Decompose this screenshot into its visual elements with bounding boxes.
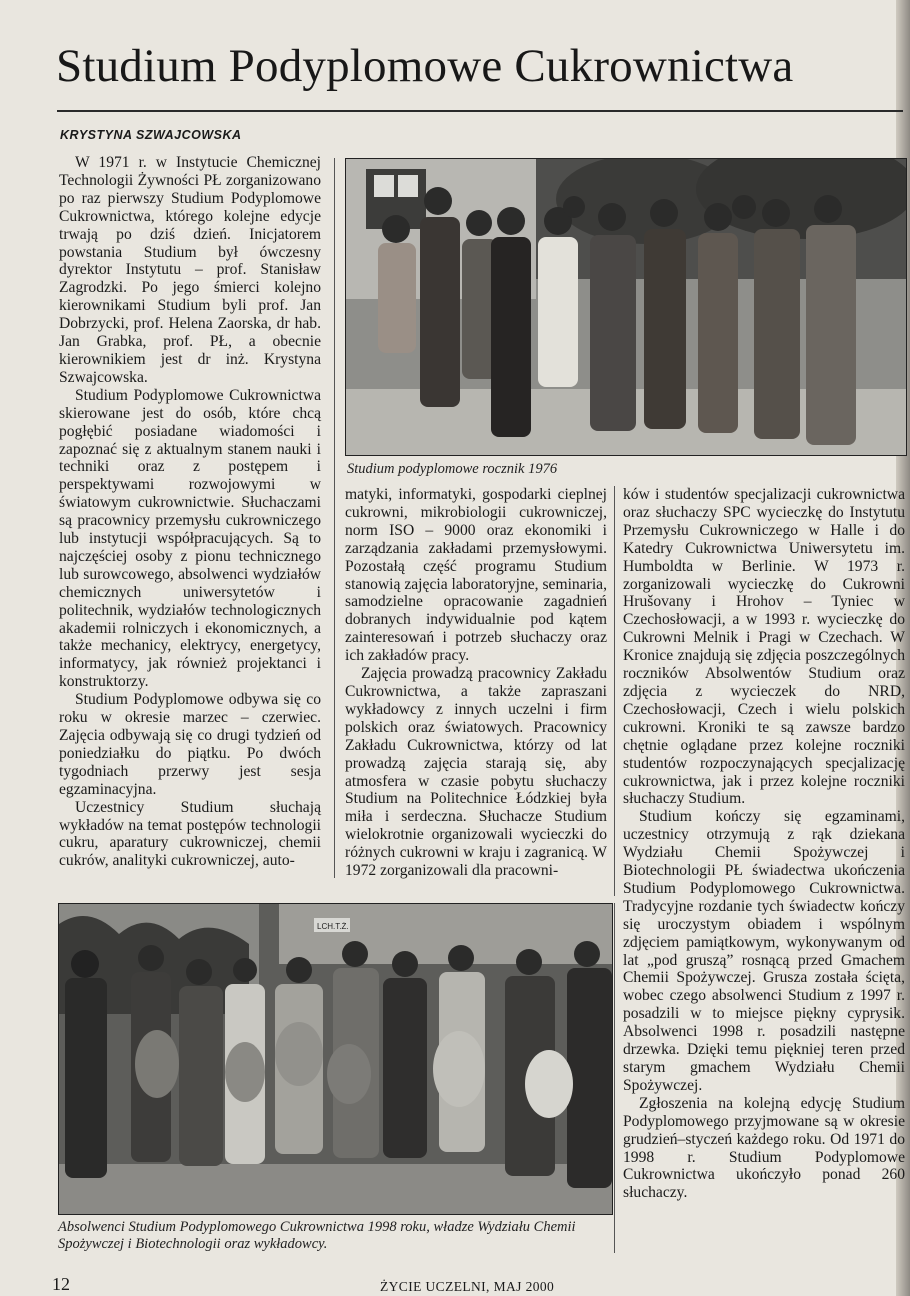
article-author: KRYSTYNA SZWAJCOWSKA <box>60 128 242 142</box>
photo-caption-1976: Studium podyplomowe rocznik 1976 <box>347 461 558 477</box>
text-column-2 <box>345 486 607 880</box>
photo-1998-illustration <box>59 904 612 1214</box>
paragraph: matyki, informatyki, gospodarki cieplnej cukrowni, mikrobiologii cukrowniczej, norm ISO – 9000 oraz ekonomiki i zarządzania zakładami przemysłowymi. Pozostałą część programu Studium stanowią zajęcia laboratoryjne, seminaria, samodzielne opracowanie zagadnień dobranych indywidualnie pod kątem zainteresowań i potrzeb słuchaczy oraz ich zakładów pracy. <box>345 486 607 665</box>
photo-caption-1998: Absolwenci Studium Podyplomowego Cukrownictwa 1998 roku, władze Wydziału Chemii Spożywczej i Biotechnologii oraz wykładowcy. <box>58 1219 576 1252</box>
paragraph: ków i studentów specjalizacji cukrownictwa oraz słuchaczy SPC wycieczkę do Instytutu Przemysłu Cukrowniczego w Halle i do Katedry Cukrownictwa Uniwersytetu im. Humboldta w Berlinie. W 1973 r. zorganizowali wycieczkę do Cukrowni Hrušovany i Hrohov – Tyniec w Czechosłowacji, a w 1993 r. wycieczkę do Cukrowni Melnik i Pragi w Czechach. W Kronice znajdują się zdjęcia poszczególnych roczników Absolwentów Studium oraz zdjęcia z wycieczek do NRD, Czechosłowacji, Czech i wielu polskich cukrowni. Kroniki te są zawsze bardzo chętnie oglądane przez kolejne roczniki studentów rozpoczynających specjalizację cukrownictwa, jak i przez kolejne roczniki słuchaczy Studium. <box>623 486 905 808</box>
building-sign: LCH.T.Ż. <box>317 922 349 931</box>
page-number: 12 <box>52 1274 70 1294</box>
group-photo-1976 <box>345 158 907 456</box>
column-divider <box>334 158 335 878</box>
photo-1976-illustration <box>346 159 906 455</box>
column-divider <box>614 486 615 896</box>
text-column-1 <box>59 154 321 870</box>
paragraph: Zgłoszenia na kolejną edycję Studium Podyplomowego przyjmowane są w okresie grudzień–styczeń każdego roku. Od 1971 do 1998 r. Studium Podyplomowe Cukrownictwa ukończyło ponad 260 słuchaczy. <box>623 1094 905 1202</box>
paragraph: Zajęcia prowadzą pracownicy Zakładu Cukrownictwa, a także zapraszani wykładowcy z innych uczelni i firm polskich oraz światowych. Pracownicy Zakładu Cukrownictwa, którzy od lat prowadzą zajęcia starają się, aby atmosfera w czasie pobytu słuchaczy Studium na Politechnice Łódzkiej była miła i serdeczna. Słuchacze Studium wielokrotnie organizowali wycieczki do różnych cukrowni w kraju i zagranicą. W 1972 zorganizowali dla pracowni- <box>345 665 607 880</box>
article-title: Studium Podyplomowe Cukrownictwa <box>56 40 794 92</box>
paragraph: Studium Podyplomowe odbywa się co roku w okresie marzec – czerwiec. Zajęcia odbywają się co drugi tydzień od poniedziałku do piątku. Po dwóch tygodniach przerwy jest sesja egzaminacyjna. <box>59 691 321 798</box>
group-photo-1998 <box>58 903 613 1215</box>
column-divider <box>614 903 615 1253</box>
paragraph: Studium Podyplomowe Cukrownictwa skierowane jest do osób, które chcą pogłębić posiadane wiadomości i zapoznać się z aktualnym stanem nauki i techniki oraz z postępem i perspektywami rozwojowymi w światowym cukrownictwie. Słuchaczami są pracownicy przemysłu cukrowniczego lub instytucji współpracujących. Są to najczęściej osoby z pionu technicznego lub surowcowego, absolwenci wydziałów chemicznych uniwersytetów i politechnik, wydziałów technologicznych akademii rolniczych i ekonomicznych, a także mechanicy, elektrycy, energetycy, informatycy, jak również projektanci i konstruktorzy. <box>59 386 321 691</box>
paragraph: Studium kończy się egzaminami, uczestnicy otrzymują z rąk dziekana Wydziału Chemii Spożywczej i Biotechnologii PŁ świadectwa ukończenia Studium Podyplomowego Cukrownictwa. Tradycyjne rozdanie tych świadectw kończy się uroczystym obiadem i wspólnym zdjęciem pamiątkowym, wykonywanym od lat „pod gruszą” rosnącą przed Gmachem Chemii Spożywczej. Grusza została ścięta, wobec czego absolwenci Studium z 1997 r. posadzili w to miejsce piękny cyprysik. Absolwenci 1998 r. posadzili następne drzewka. Dzięki temu piękniej teren przed starym gmachem Wydziału Chemii Spożywczej. <box>623 808 905 1094</box>
magazine-issue: ŻYCIE UCZELNI, MAJ 2000 <box>380 1279 555 1294</box>
title-divider <box>57 110 903 112</box>
paragraph: Uczestnicy Studium słuchają wykładów na temat postępów technologii cukru, aparatury cukrowniczej, chemii cukrów, analityki cukrowniczej, auto- <box>59 798 321 870</box>
text-column-3 <box>623 486 905 1202</box>
paragraph: W 1971 r. w Instytucie Chemicznej Technologii Żywności PŁ zorganizowano po raz pierwszy Studium Podyplomowe Cukrownictwa, którego kolejne edycje trwają po dziś dzień. Inicjatorem powstania Studium był ówczesny dyrektor Instytutu – prof. Stanisław Zagrodzki. Po jego śmierci kolejno kierownikami Studium byli prof. Jan Dobrzycki, prof. Helena Zaorska, dr hab. Jan Grabka, prof. PŁ, a obecnie kierownikiem jest dr inż. Krystyna Szwajcowska. <box>59 154 321 386</box>
